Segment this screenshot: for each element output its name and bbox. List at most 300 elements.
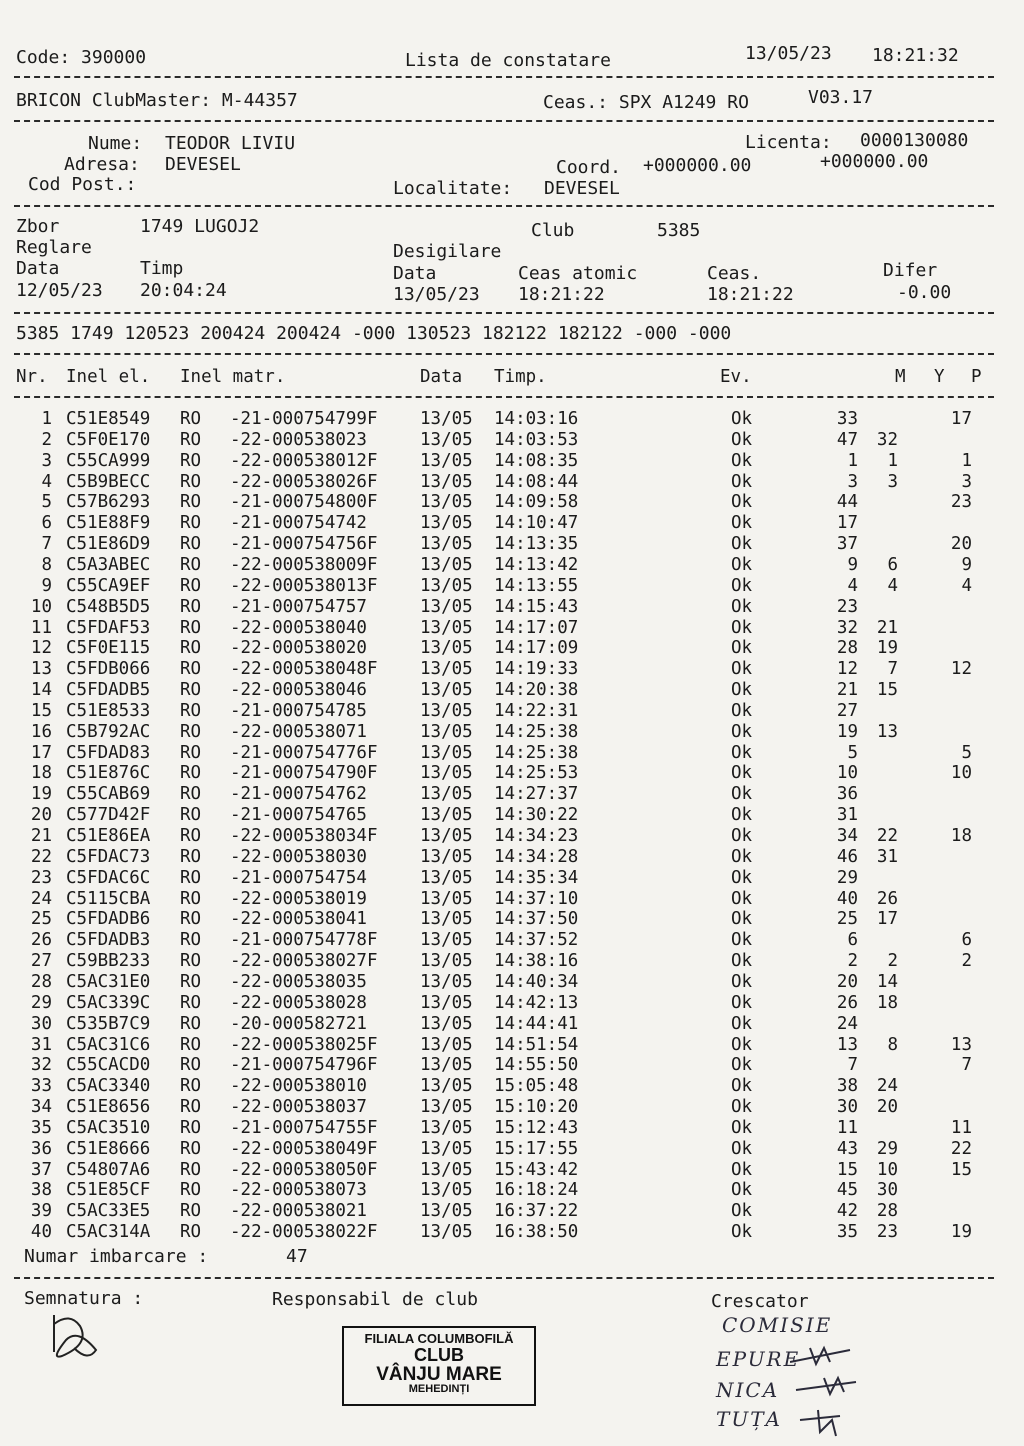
cell-event: Ok — [731, 1097, 753, 1118]
cell-event: Ok — [731, 554, 753, 575]
cell-inel-el: C5F0E115 — [66, 638, 151, 659]
cell-nr: 40 — [30, 1222, 52, 1243]
cell-time: 14:34:23 — [494, 826, 579, 846]
cell-date: 13/05 — [420, 1013, 473, 1034]
cell-inel-matr: -22-000538049F — [230, 1138, 378, 1159]
cell-inel-el: C548B5D5 — [66, 596, 151, 617]
cell-m: 5 — [847, 742, 858, 763]
cell-event: Ok — [731, 1013, 753, 1034]
semnatura-label: Semnatura : — [24, 1288, 144, 1309]
desig-data-label: Data — [393, 263, 437, 284]
cell-inel-matr: -22-000538034F — [230, 826, 378, 846]
cell-y: 3 — [887, 471, 898, 492]
cell-nr: 18 — [30, 763, 52, 784]
cell-m: 34 — [836, 826, 858, 846]
cell-date: 13/05 — [420, 826, 473, 846]
cell-p: 6 — [961, 930, 972, 951]
cell-p: 2 — [961, 951, 972, 972]
cell-p: 18 — [950, 826, 972, 846]
cell-inel-matr: -22-000538009F — [230, 554, 378, 575]
cell-country: RO — [180, 1076, 202, 1097]
cell-nr: 1 — [41, 409, 52, 429]
cell-m: 36 — [836, 784, 858, 805]
cell-m: 9 — [847, 554, 858, 575]
cell-inel-el: C54807A6 — [66, 1159, 151, 1180]
stamp-line1: FILIALA COLUMBOFILĂ — [364, 1331, 514, 1346]
cell-inel-matr: -22-000538041 — [230, 909, 367, 930]
cell-date: 13/05 — [420, 1055, 473, 1076]
cell-event: Ok — [731, 1055, 753, 1076]
cell-inel-matr: -20-000582721 — [230, 1013, 367, 1034]
cell-time: 15:17:55 — [494, 1138, 579, 1159]
cell-event: Ok — [731, 1180, 753, 1201]
cell-event: Ok — [731, 826, 753, 846]
cell-inel-el: C55CA999 — [66, 450, 151, 471]
cell-event: Ok — [731, 1117, 753, 1138]
table-row — [0, 972, 1024, 993]
cell-country: RO — [180, 721, 202, 742]
cell-nr: 36 — [30, 1138, 52, 1159]
cell-event: Ok — [731, 1076, 753, 1097]
cell-time: 14:37:52 — [494, 930, 579, 951]
cell-country: RO — [180, 784, 202, 805]
table-row — [0, 451, 1024, 472]
cell-time: 15:43:42 — [494, 1159, 579, 1180]
cell-country: RO — [180, 534, 202, 555]
cell-country: RO — [180, 1034, 202, 1055]
cell-date: 13/05 — [420, 867, 473, 888]
cell-inel-el: C5B9BECC — [66, 471, 151, 492]
cell-nr: 21 — [30, 826, 52, 846]
cell-country: RO — [180, 554, 202, 575]
cell-inel-el: C5AC3340 — [66, 1076, 151, 1097]
coord-lon: +000000.00 — [820, 151, 929, 172]
cell-p: 9 — [961, 554, 972, 575]
table-row — [0, 576, 1024, 597]
clock-id: Ceas.: SPX A1249 RO — [543, 92, 749, 113]
table-row — [0, 826, 1024, 847]
cell-inel-matr: -21-000754742 — [230, 513, 367, 534]
cell-m: 43 — [836, 1138, 858, 1159]
header-inel-el: Inel el. — [66, 367, 151, 387]
cell-inel-matr: -21-000754776F — [230, 742, 378, 763]
cell-inel-el: C55CA9EF — [66, 575, 151, 596]
cell-p: 20 — [950, 534, 972, 555]
cell-y: 18 — [876, 992, 898, 1013]
cell-date: 13/05 — [420, 1117, 473, 1138]
cell-nr: 25 — [30, 909, 52, 930]
cell-y: 29 — [876, 1138, 898, 1159]
cell-country: RO — [180, 513, 202, 534]
adresa-value: DEVESEL — [165, 154, 241, 175]
cell-event: Ok — [731, 951, 753, 972]
cell-time: 14:03:53 — [494, 429, 579, 450]
cell-date: 13/05 — [420, 659, 473, 680]
cell-inel-el: C59BB233 — [66, 951, 151, 972]
cell-time: 14:22:31 — [494, 700, 579, 721]
cell-country: RO — [180, 1013, 202, 1034]
cell-country: RO — [180, 409, 202, 429]
cell-nr: 9 — [41, 575, 52, 596]
nume-label: Nume: — [88, 133, 143, 154]
table-row — [0, 1014, 1024, 1035]
print-time: 18:21:32 — [872, 45, 959, 66]
cell-m: 33 — [836, 409, 858, 429]
cell-inel-matr: -22-000538030 — [230, 846, 367, 867]
cell-time: 14:19:33 — [494, 659, 579, 680]
codpost-label: Cod Post.: — [28, 174, 137, 195]
cell-inel-el: C51E876C — [66, 763, 151, 784]
divider — [14, 353, 994, 355]
header-nr: Nr. — [16, 367, 48, 387]
cell-nr: 39 — [30, 1201, 52, 1222]
cell-nr: 13 — [30, 659, 52, 680]
cell-date: 13/05 — [420, 1097, 473, 1118]
cell-y: 14 — [876, 971, 898, 992]
cell-y: 22 — [876, 826, 898, 846]
cell-date: 13/05 — [420, 638, 473, 659]
cell-m: 21 — [836, 680, 858, 701]
desigilare-label: Desigilare — [393, 241, 502, 262]
table-row — [0, 743, 1024, 764]
table-row — [0, 805, 1024, 826]
cell-inel-matr: -22-000538025F — [230, 1034, 378, 1055]
cell-time: 14:25:38 — [494, 742, 579, 763]
table-row — [0, 534, 1024, 555]
cell-event: Ok — [731, 992, 753, 1013]
cell-inel-matr: -21-000754762 — [230, 784, 367, 805]
cell-country: RO — [180, 930, 202, 951]
cell-event: Ok — [731, 763, 753, 784]
cell-country: RO — [180, 1222, 202, 1243]
cell-y: 30 — [876, 1180, 898, 1201]
cell-date: 13/05 — [420, 492, 473, 513]
cell-inel-matr: -21-000754765 — [230, 805, 367, 826]
cell-y: 31 — [876, 846, 898, 867]
cell-inel-el: C577D42F — [66, 805, 151, 826]
cell-m: 32 — [836, 617, 858, 638]
licenta-label: Licenta: — [745, 132, 832, 153]
club-label: Club — [531, 220, 575, 241]
cell-date: 13/05 — [420, 784, 473, 805]
stamp-line4: MEHEDINȚI — [408, 1383, 470, 1396]
cell-time: 14:25:53 — [494, 763, 579, 784]
cell-country: RO — [180, 638, 202, 659]
header-timp: Timp. — [494, 367, 547, 387]
cell-time: 16:18:24 — [494, 1180, 579, 1201]
cell-m: 1 — [847, 450, 858, 471]
cell-date: 13/05 — [420, 1222, 473, 1243]
cell-inel-el: C5FDAC6C — [66, 867, 151, 888]
cell-inel-matr: -22-000538022F — [230, 1222, 378, 1243]
cell-m: 19 — [836, 721, 858, 742]
cell-y: 23 — [876, 1222, 898, 1243]
crescator-label: Crescator — [711, 1291, 809, 1312]
cell-event: Ok — [731, 638, 753, 659]
reglare-timp: 20:04:24 — [140, 280, 227, 301]
cell-event: Ok — [731, 909, 753, 930]
table-row — [0, 847, 1024, 868]
table-row — [0, 638, 1024, 659]
cell-p: 22 — [950, 1138, 972, 1159]
cell-date: 13/05 — [420, 680, 473, 701]
cell-p: 10 — [950, 763, 972, 784]
table-row — [0, 1160, 1024, 1181]
cell-y: 10 — [876, 1159, 898, 1180]
table-row — [0, 784, 1024, 805]
cell-m: 44 — [836, 492, 858, 513]
cell-inel-el: C5AC314A — [66, 1222, 151, 1243]
cell-inel-matr: -22-000538020 — [230, 638, 367, 659]
ceas-atomic-label: Ceas atomic — [518, 263, 638, 284]
table-row — [0, 618, 1024, 639]
cell-m: 6 — [847, 930, 858, 951]
code-label: Code: 390000 — [16, 47, 147, 68]
localitate-label: Localitate: — [393, 178, 513, 199]
cell-m: 25 — [836, 909, 858, 930]
cell-m: 11 — [836, 1117, 858, 1138]
coord-label: Coord. — [556, 157, 622, 178]
cell-event: Ok — [731, 1222, 753, 1243]
header-ev: Ev. — [720, 367, 752, 387]
cell-m: 15 — [836, 1159, 858, 1180]
cell-country: RO — [180, 805, 202, 826]
cell-date: 13/05 — [420, 1180, 473, 1201]
cell-date: 13/05 — [420, 450, 473, 471]
cell-inel-matr: -21-000754800F — [230, 492, 378, 513]
cell-date: 13/05 — [420, 971, 473, 992]
licenta-value: 0000130080 — [860, 130, 969, 151]
cell-event: Ok — [731, 471, 753, 492]
divider — [14, 76, 994, 78]
cell-m: 27 — [836, 700, 858, 721]
table-row — [0, 909, 1024, 930]
cell-time: 15:12:43 — [494, 1117, 579, 1138]
cell-m: 37 — [836, 534, 858, 555]
cell-time: 14:15:43 — [494, 596, 579, 617]
cell-m: 20 — [836, 971, 858, 992]
cell-inel-el: C5FDAC73 — [66, 846, 151, 867]
table-row — [0, 597, 1024, 618]
cell-m: 7 — [847, 1055, 858, 1076]
cell-nr: 8 — [41, 554, 52, 575]
imbarcare-label: Numar imbarcare : — [24, 1246, 209, 1267]
cell-p: 12 — [950, 659, 972, 680]
table-row — [0, 722, 1024, 743]
cell-p: 19 — [950, 1222, 972, 1243]
cell-inel-matr: -22-000538021 — [230, 1201, 367, 1222]
cell-inel-matr: -22-000538019 — [230, 888, 367, 909]
cell-inel-matr: -22-000538012F — [230, 450, 378, 471]
table-row — [0, 1139, 1024, 1160]
desig-data: 13/05/23 — [393, 284, 480, 305]
cell-time: 14:44:41 — [494, 1013, 579, 1034]
cell-p: 7 — [961, 1055, 972, 1076]
table-row — [0, 1118, 1024, 1139]
stamp-line3: VÂNJU MARE — [376, 1363, 502, 1385]
signature-mark — [40, 1310, 110, 1370]
cell-inel-matr: -22-000538028 — [230, 992, 367, 1013]
cell-event: Ok — [731, 429, 753, 450]
reglare-data-label: Data — [16, 258, 60, 279]
document-title: Lista de constatare — [405, 50, 611, 71]
cell-date: 13/05 — [420, 1159, 473, 1180]
cell-inel-matr: -21-000754790F — [230, 763, 378, 784]
cell-y: 2 — [887, 951, 898, 972]
cell-inel-matr: -22-000538071 — [230, 721, 367, 742]
cell-date: 13/05 — [420, 409, 473, 429]
cell-y: 15 — [876, 680, 898, 701]
cell-inel-el: C51E86D9 — [66, 534, 151, 555]
cell-nr: 30 — [30, 1013, 52, 1034]
zbor-value: 1749 LUGOJ2 — [140, 216, 260, 237]
cell-inel-el: C5FDB066 — [66, 659, 151, 680]
cell-inel-matr: -22-000538037 — [230, 1097, 367, 1118]
difer-value: -0.00 — [897, 282, 952, 303]
cell-country: RO — [180, 450, 202, 471]
table-row — [0, 1097, 1024, 1118]
cell-country: RO — [180, 742, 202, 763]
divider — [14, 1277, 994, 1279]
owner-name: TEODOR LIVIU — [165, 133, 296, 154]
cell-time: 14:55:50 — [494, 1055, 579, 1076]
cell-country: RO — [180, 596, 202, 617]
localitate-value: DEVESEL — [544, 178, 620, 199]
cell-m: 42 — [836, 1201, 858, 1222]
cell-m: 4 — [847, 575, 858, 596]
print-date: 13/05/23 — [745, 43, 832, 64]
cell-event: Ok — [731, 784, 753, 805]
cell-date: 13/05 — [420, 534, 473, 555]
cell-event: Ok — [731, 742, 753, 763]
cell-time: 16:38:50 — [494, 1222, 579, 1243]
cell-date: 13/05 — [420, 846, 473, 867]
cell-time: 15:10:20 — [494, 1097, 579, 1118]
cell-time: 14:37:10 — [494, 888, 579, 909]
cell-country: RO — [180, 1159, 202, 1180]
cell-inel-el: C535B7C9 — [66, 1013, 151, 1034]
handwritten-member-1: EPURE — [716, 1347, 801, 1371]
table-row — [0, 555, 1024, 576]
cell-country: RO — [180, 680, 202, 701]
club-stamp — [342, 1326, 536, 1406]
cell-y: 13 — [876, 721, 898, 742]
desig-atomic: 18:21:22 — [518, 284, 605, 305]
cell-p: 4 — [961, 575, 972, 596]
cell-inel-el: C5B792AC — [66, 721, 151, 742]
coord-lat: +000000.00 — [643, 155, 752, 176]
cell-date: 13/05 — [420, 888, 473, 909]
header-inel-matr: Inel matr. — [180, 367, 286, 387]
cell-time: 14:20:38 — [494, 680, 579, 701]
imbarcare-value: 47 — [286, 1246, 308, 1267]
cell-nr: 17 — [30, 742, 52, 763]
table-row — [0, 951, 1024, 972]
cell-nr: 6 — [41, 513, 52, 534]
cell-date: 13/05 — [420, 909, 473, 930]
table-row — [0, 701, 1024, 722]
cell-p: 23 — [950, 492, 972, 513]
table-row — [0, 1201, 1024, 1222]
cell-nr: 29 — [30, 992, 52, 1013]
reglare-label: Reglare — [16, 237, 92, 258]
table-row — [0, 1222, 1024, 1243]
table-header — [0, 367, 1024, 388]
cell-inel-matr: -21-000754757 — [230, 596, 367, 617]
cell-event: Ok — [731, 659, 753, 680]
cell-date: 13/05 — [420, 721, 473, 742]
cell-inel-el: C51E8549 — [66, 409, 151, 429]
cell-time: 14:25:38 — [494, 721, 579, 742]
cell-country: RO — [180, 951, 202, 972]
difer-label: Difer — [883, 260, 938, 281]
cell-nr: 4 — [41, 471, 52, 492]
cell-y: 28 — [876, 1201, 898, 1222]
cell-inel-matr: -22-000538040 — [230, 617, 367, 638]
cell-m: 40 — [836, 888, 858, 909]
cell-inel-matr: -22-000538010 — [230, 1076, 367, 1097]
cell-time: 14:13:55 — [494, 575, 579, 596]
cell-m: 3 — [847, 471, 858, 492]
cell-event: Ok — [731, 867, 753, 888]
cell-nr: 26 — [30, 930, 52, 951]
cell-date: 13/05 — [420, 575, 473, 596]
divider — [14, 120, 994, 122]
divider — [14, 205, 994, 207]
cell-nr: 37 — [30, 1159, 52, 1180]
cell-inel-matr: -21-000754755F — [230, 1117, 378, 1138]
cell-country: RO — [180, 909, 202, 930]
cell-nr: 33 — [30, 1076, 52, 1097]
cell-country: RO — [180, 1201, 202, 1222]
cell-m: 10 — [836, 763, 858, 784]
cell-time: 14:27:37 — [494, 784, 579, 805]
commission-initials — [790, 1340, 880, 1440]
cell-m: 30 — [836, 1097, 858, 1118]
table-row — [0, 1055, 1024, 1076]
cell-nr: 35 — [30, 1117, 52, 1138]
reglare-data: 12/05/23 — [16, 280, 103, 301]
adresa-label: Adresa: — [64, 154, 140, 175]
cell-inel-matr: -21-000754799F — [230, 409, 378, 429]
cell-date: 13/05 — [420, 763, 473, 784]
cell-time: 14:38:16 — [494, 951, 579, 972]
cell-country: RO — [180, 492, 202, 513]
cell-y: 17 — [876, 909, 898, 930]
cell-inel-el: C5FDADB3 — [66, 930, 151, 951]
cell-event: Ok — [731, 596, 753, 617]
table-row — [0, 1035, 1024, 1056]
cell-event: Ok — [731, 1159, 753, 1180]
cell-nr: 14 — [30, 680, 52, 701]
cell-inel-el: C5AC31E0 — [66, 971, 151, 992]
club-value: 5385 — [657, 220, 701, 241]
cell-inel-el: C5FDADB5 — [66, 680, 151, 701]
cell-time: 14:09:58 — [494, 492, 579, 513]
cell-nr: 34 — [30, 1097, 52, 1118]
cell-p: 13 — [950, 1034, 972, 1055]
cell-nr: 7 — [41, 534, 52, 555]
cell-event: Ok — [731, 534, 753, 555]
cell-date: 13/05 — [420, 1076, 473, 1097]
cell-m: 31 — [836, 805, 858, 826]
cell-inel-matr: -22-000538013F — [230, 575, 378, 596]
cell-country: RO — [180, 971, 202, 992]
cell-event: Ok — [731, 1201, 753, 1222]
cell-y: 7 — [887, 659, 898, 680]
header-p: P — [971, 367, 982, 387]
cell-inel-el: C51E88F9 — [66, 513, 151, 534]
